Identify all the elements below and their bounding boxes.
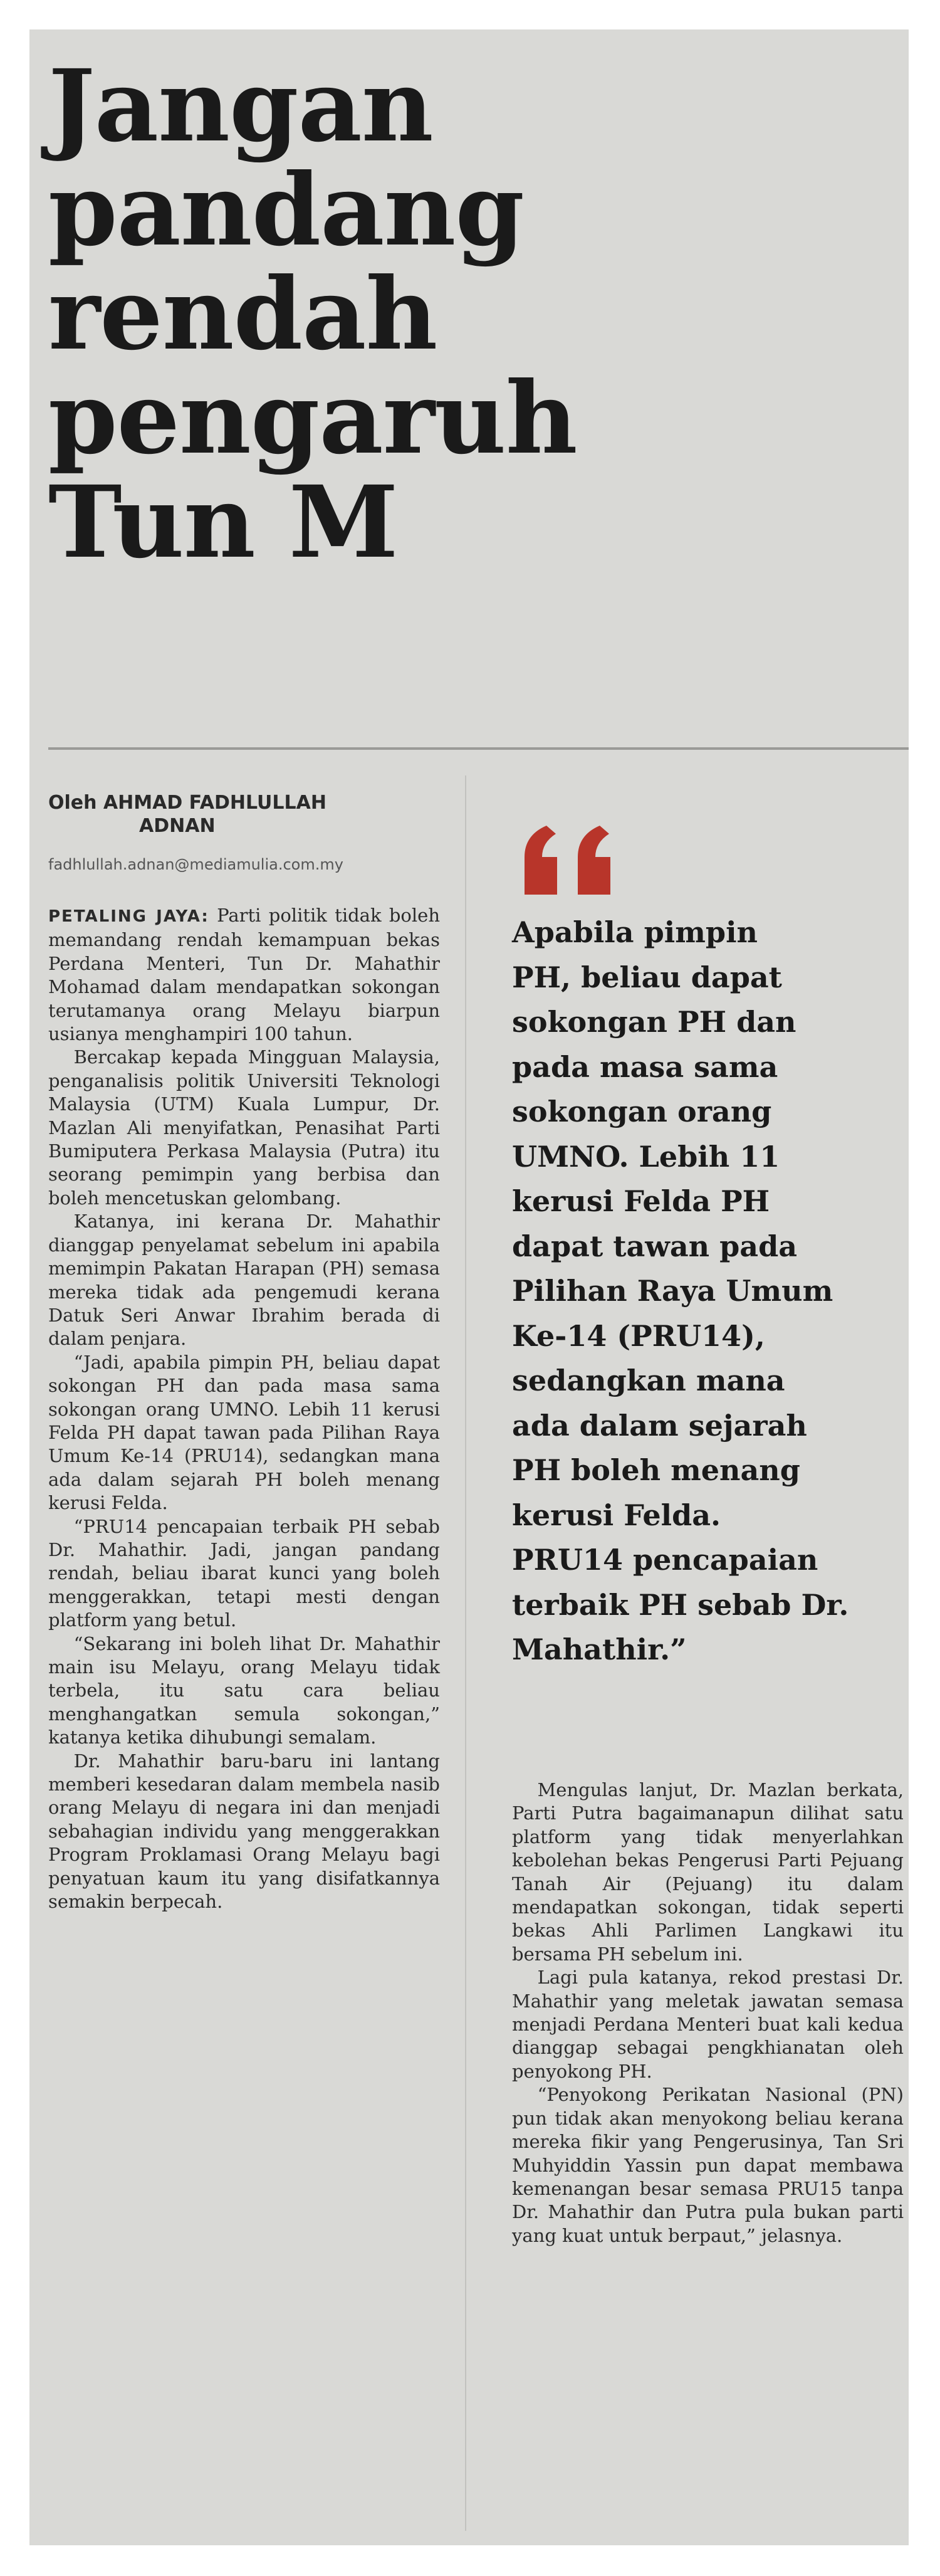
headline [48,48,888,581]
pull-quote-line: Ke-14 (PRU14), [512,1318,765,1353]
column-divider [465,775,466,2531]
newspaper-clipping [29,29,909,2545]
headline-line: pengaruh [48,360,577,476]
headline-line: Jangan [48,48,433,164]
body-paragraph: “Jadi, apabila pimpin PH, beliau dapat sokongan PH dan pada masa sama sokongan orang UMNO. Lebih 11 kerusi Felda PH dapat tawan pada Pilihan Raya Umum Ke-14 (PRU14), sedangkan mana ada dalam sejarah PH boleh menang kerusi Felda. [48,1351,440,1514]
pull-quote-line: kerusi Felda PH [512,1184,770,1218]
pull-quote-line: sokongan orang [512,1095,772,1128]
pull-quote-line: Pilihan Raya Umum [512,1274,833,1308]
body-column-left [48,904,440,2534]
body-paragraph: “Sekarang ini boleh lihat Dr. Mahathir main isu Melayu, orang Melayu tidak terbela, itu satu cara beliau menghangatkan semula sokongan,” katanya ketika dihubungi semalam. [48,1632,440,1748]
body-paragraph: Mengulas lanjut, Dr. Mazlan berkata, Parti Putra bagaimanapun dilihat satu platform yang tidak menyerlahkan kebolehan bekas Pengerusi Parti Pejuang Tanah Air (Pejuang) itu dalam mendapatkan sokongan, tidak seperti bekas Ahli Parlimen Langkawi itu bersama PH sebelum ini. [512,1779,904,1965]
body-column-right [512,1779,904,2531]
pull-quote-line: sedangkan mana [512,1364,785,1397]
headline-line: Tun M [48,465,398,581]
byline-line: Oleh AHMAD FADHLULLAH [48,792,326,814]
pull-quote-line: PH boleh menang [512,1453,800,1487]
body-paragraph: “Penyokong Perikatan Nasional (PN) pun tidak akan menyokong beliau kerana mereka fikir yang Pengerusinya, Tan Sri Muhyiddin Yassin pun dapat membawa kemenangan besar semasa PRU15 tanpa Dr. Mahathir dan Putra pula bukan parti yang kuat untuk berpaut,” jelasnya. [512,2084,904,2246]
headline-divider [48,747,909,750]
body-paragraph: Bercakap kepada Mingguan Malaysia, penganalisis politik Universiti Teknologi Malaysia (UTM) Kuala Lumpur, Dr. Mazlan Ali menyifatkan, Penasihat Parti Bumiputera Perkasa Malaysia (Putra) itu seorang pemimpin yang berbisa dan boleh mencetuskan gelombang. [48,1046,440,1209]
body-paragraph: Lagi pula katanya, rekod prestasi Dr. Mahathir yang meletak jawatan semasa menjadi Perdana Menteri buat kali kedua dianggap sebagai pengkhianatan oleh penyokong PH. [512,1967,904,2082]
pull-quote-line: UMNO. Lebih 11 [512,1139,780,1174]
pull-quote [512,910,909,1673]
pull-quote-line: ada dalam sejarah [512,1408,807,1443]
pull-quote-line: pada masa sama [512,1049,778,1084]
pull-quote-line: dapat tawan pada [512,1229,798,1263]
author-email: fadhlullah.adnan@mediamulia.com.my [48,856,343,873]
pull-quote-line: PRU14 pencapaian [512,1543,818,1577]
body-paragraph: “PRU14 pencapaian terbaik PH sebab Dr. Mahathir. Jadi, jangan pandang rendah, beliau ibarat kunci yang boleh menggerakkan, tetapi mesti dengan platform yang betul. [48,1515,440,1631]
pull-quote-line: Mahathir.” [512,1632,687,1666]
double-quote-icon [518,823,625,898]
byline [48,791,456,838]
headline-line: rendah [48,256,437,372]
pull-quote-line: Apabila pimpin [512,915,758,949]
pull-quote-line: kerusi Felda. [512,1498,721,1532]
dateline: PETALING JAYA: [48,907,209,926]
body-paragraph: Katanya, ini kerana Dr. Mahathir dianggap penyelamat sebelum ini apabila memimpin Pakatan Harapan (PH) semasa mereka tidak ada pengemudi kerana Datuk Seri Anwar Ibrahim berada di dalam penjara. [48,1211,440,1350]
headline-line: pandang [48,152,524,268]
pull-quote-line: PH, beliau dapat [512,960,782,994]
body-paragraph: Dr. Mahathir baru-baru ini lantang memberi kesedaran dalam membela nasib orang Melayu di negara ini dan menjadi sebahagian individu yang menggerakkan Program Proklamasi Orang Melayu bagi penyatuan kaum itu yang disifatkannya semakin berpecah. [48,1750,440,1913]
body-paragraph [48,904,440,1046]
pull-quote-line: sokongan PH dan [512,1005,796,1039]
paragraph-text: Parti politik tidak boleh memandang rendah kemampuan bekas Perdana Menteri, Tun Dr. Mahathir Mohamad dalam mendapatkan sokongan terutamanya orang Melayu biarpun usianya menghampiri 100 tahun. [48,905,441,1045]
pull-quote-line: terbaik PH sebab Dr. [512,1587,849,1622]
byline-line: ADNAN [139,815,216,837]
